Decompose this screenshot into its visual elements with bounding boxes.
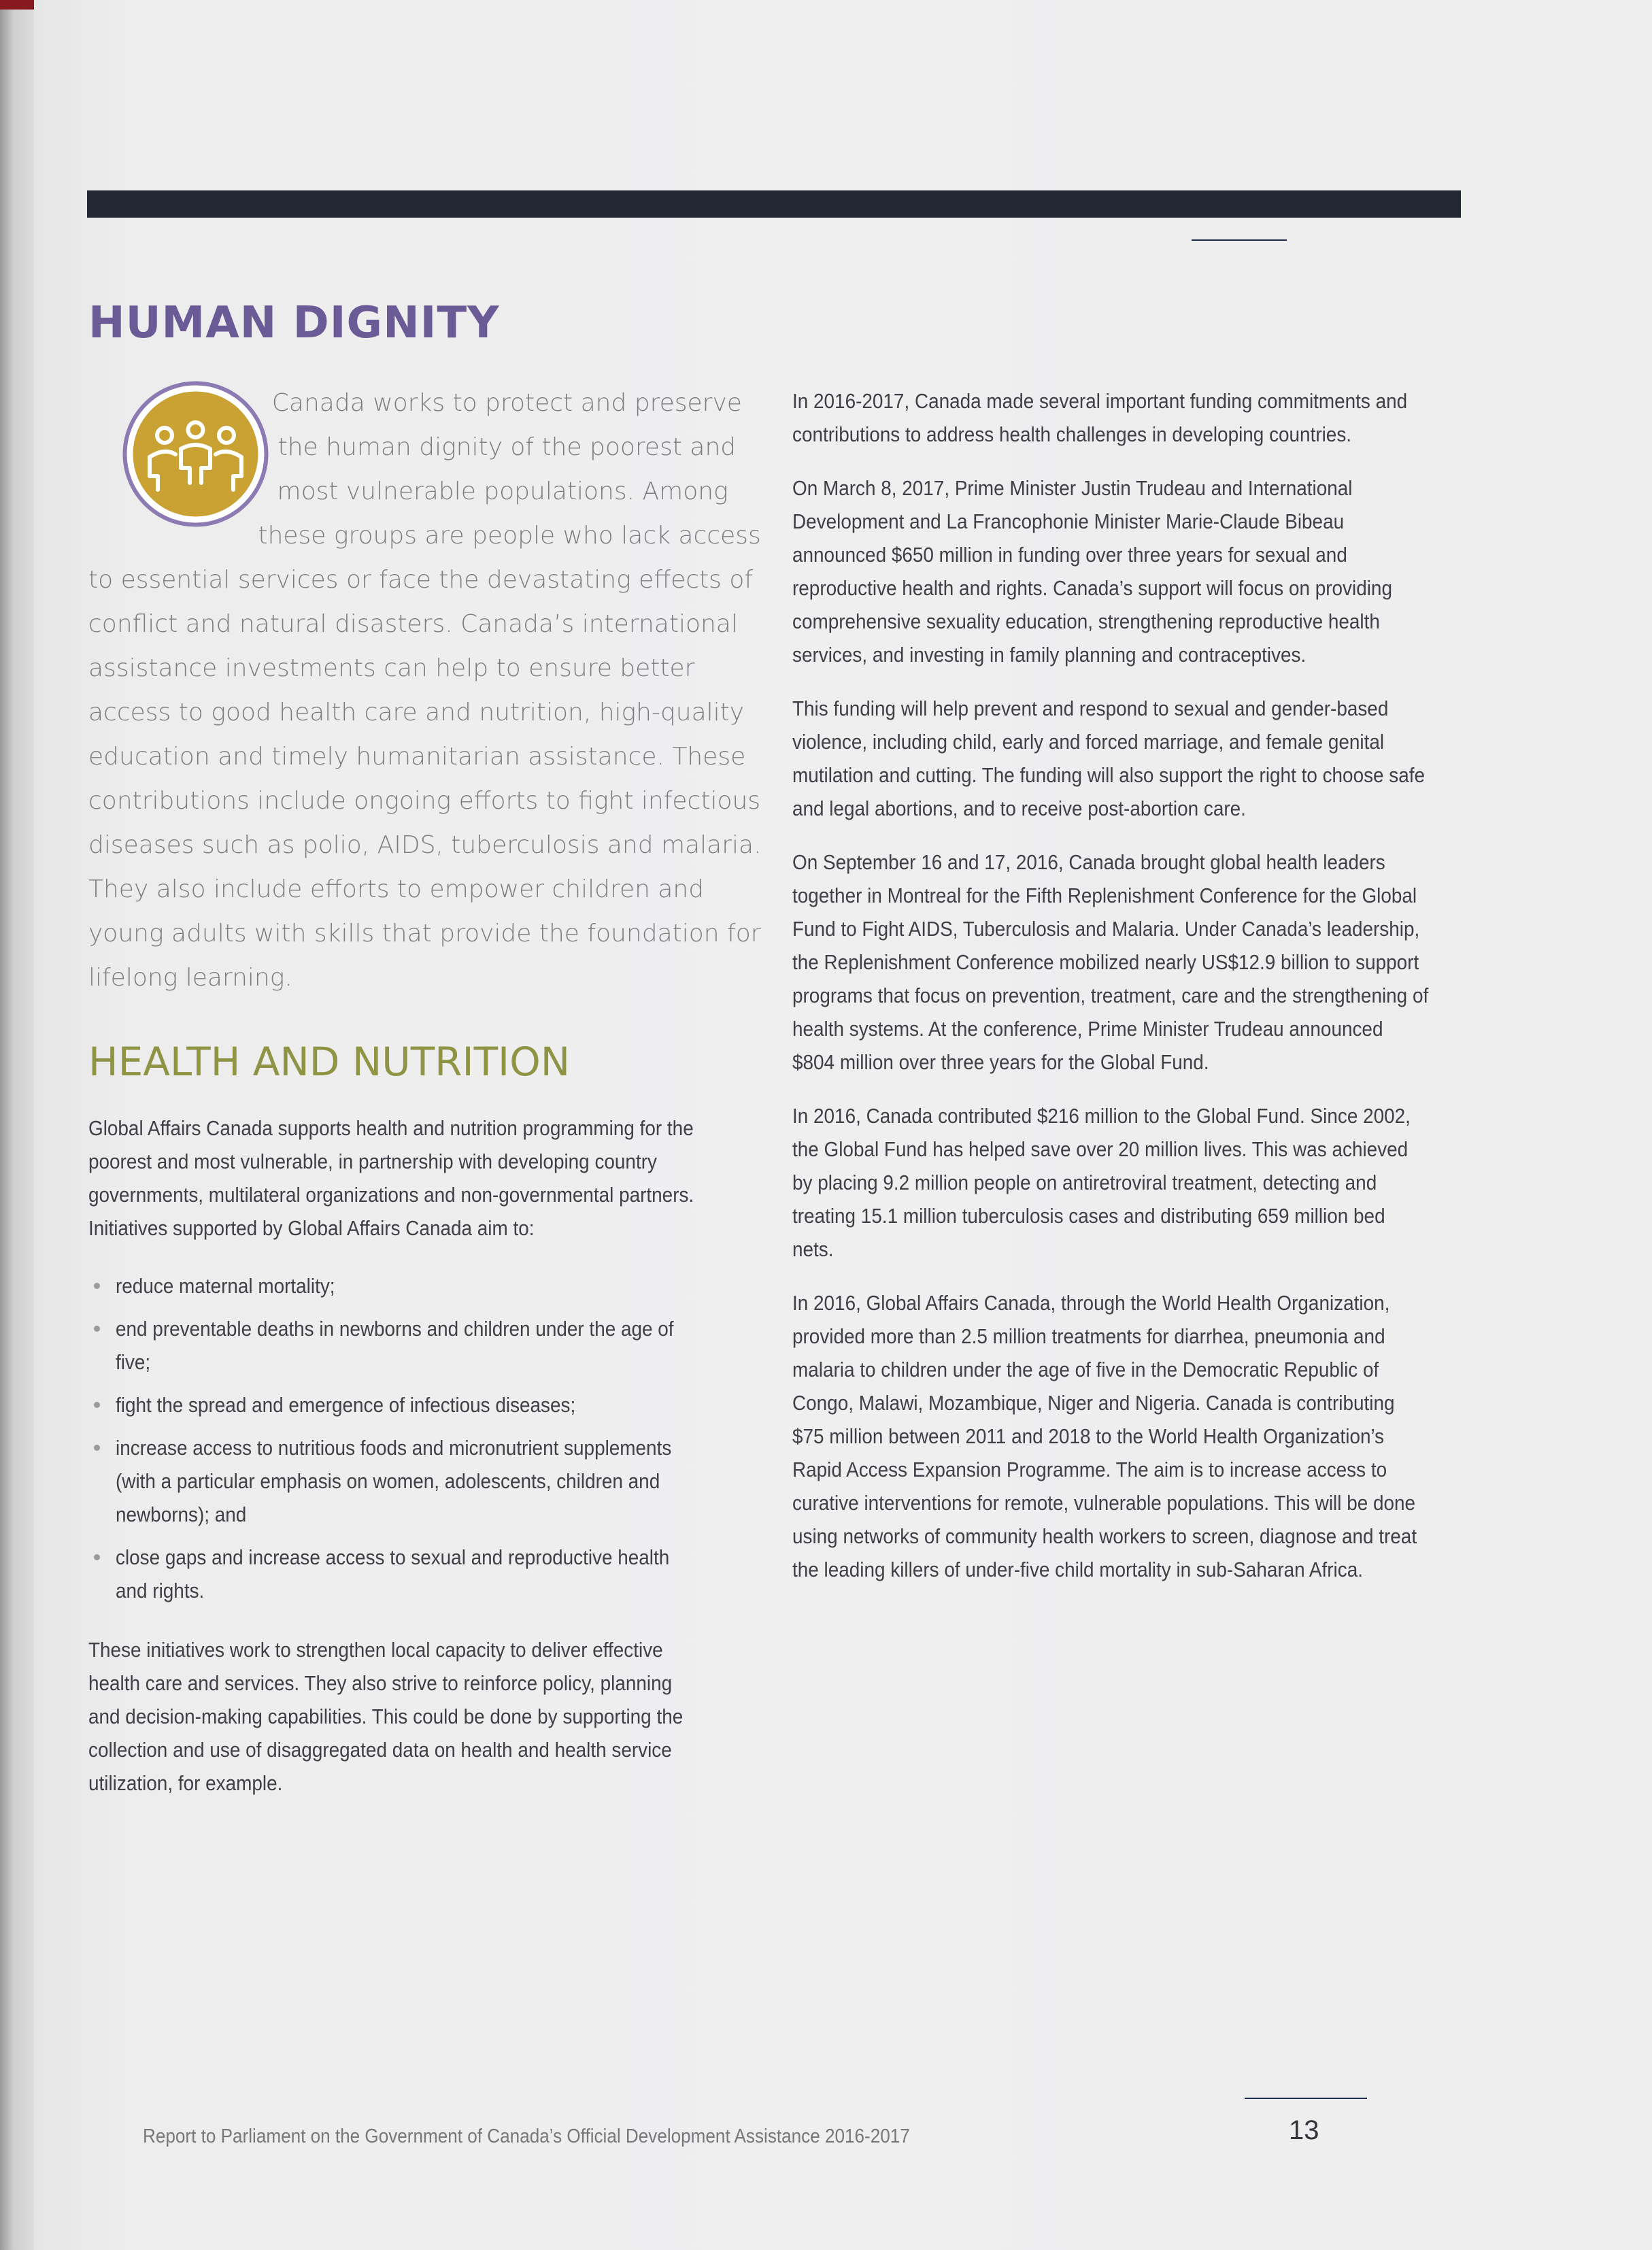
paragraph: On September 16 and 17, 2016, Canada brought global health leaders together in Montreal for the Fifth Replenishment Conference for the Global Fund to Fight AIDS, Tuberculosis and Malaria. Under Canada’s leadership, the Replenishment Conference mobilized nearly US$12.9 billion to support programs that focus on prevention, treatment, care and the strengthening of health systems. At the conference, Prime Minister Trudeau announced $804 million over three years for the Global Fund. xyxy=(792,850,1429,1074)
intro-block xyxy=(88,381,769,1000)
section-heading-human-dignity: HUMAN DIGNITY xyxy=(88,298,500,348)
paragraph: In 2016-2017, Canada made several important funding commitments and contributions to address health challenges in developing countries. xyxy=(792,389,1408,446)
list-item: fight the spread and emergence of infectious diseases; xyxy=(88,1388,769,1422)
paragraph: On March 8, 2017, Prime Minister Justin Trudeau and International Development and La Francophonie Minister Marie-Claude Bibeau announced $650 million in funding over three years for sexual and reproductive health and rights. Canada’s support will focus on providing comprehensive sexuality education, strengthening reproductive health services, and investing in family planning and contraceptives. xyxy=(792,476,1392,667)
health-closing-paragraph: These initiatives work to strengthen local capacity to deliver effective health care and services. They also strive to reinforce policy, planning and decision-making capabilities. This could be done by supporting the collection and use of disaggregated data on health and health service utilization, for example. xyxy=(88,1638,684,1796)
paragraph: This funding will help prevent and respond to sexual and gender-based violence, including child, early and forced marriage, and female genital mutilation and cutting. The funding will also support the right to choose safe and legal abortions, and to receive post-abortion care. xyxy=(792,696,1426,820)
section-heading-health-nutrition: HEALTH AND NUTRITION xyxy=(88,1039,571,1086)
document-page xyxy=(34,0,1652,2250)
header-bar xyxy=(87,190,1461,218)
footer-text: Report to Parliament on the Government of Canada’s Official Development Assistance 2016-2017 xyxy=(143,2126,910,2147)
health-intro-paragraph: Global Affairs Canada supports health and nutrition programming for the poorest and most vulnerable, in partnership with developing country governments, multilateral organizations and non-governmental partners. Initiatives supported by Global Affairs Canada aim to: xyxy=(88,1116,694,1241)
people-group-icon xyxy=(122,381,269,527)
paragraph: In 2016, Canada contributed $216 million to the Global Fund. Since 2002, the Global Fund has helped save over 20 million lives. This was achieved by placing 9.2 million people on antiretroviral treatment, detecting and treating 15.1 million tuberculosis cases and distributing 659 million bed nets. xyxy=(792,1104,1411,1261)
list-item: close gaps and increase access to sexual and reproductive health and rights. xyxy=(88,1541,769,1607)
intro-paragraph: Canada works to protect and preserve the human dignity of the poorest and most vulnerable populations. Among these groups are people who lack access to essential services or face the devastating effects of conflict and natural disasters. Canada’s international assistance investments can help to ensure better access to good health care and nutrition, high-quality education and timely humanitarian assistance. These contributions include ongoing efforts to fight infectious diseases such as polio, AIDS, tuberculosis and malaria. They also include efforts to empower children and young adults with skills that provide the foundation for lifelong learning. xyxy=(88,389,762,992)
list-item: end preventable deaths in newborns and children under the age of five; xyxy=(88,1312,769,1379)
paragraph: In 2016, Global Affairs Canada, through the World Health Organization, provided more than 2.5 million treatments for diarrhea, pneumonia and malaria to children under the age of five in the Democratic Republic of Congo, Malawi, Mozambique, Niger and Nigeria. Canada is contributing $75 million between 2011 and 2018 to the World Health Organization’s Rapid Access Expansion Programme. The aim is to increase access to curative interventions for remote, vulnerable populations. This will be done using networks of community health workers to screen, diagnose and treat the leading killers of under-five child mortality in sub-Saharan Africa. xyxy=(792,1291,1417,1581)
book-spine-shadow xyxy=(0,0,34,2250)
footer-rule xyxy=(1245,2098,1367,2099)
left-column xyxy=(88,299,769,1800)
page-number: 13 xyxy=(1289,2115,1319,2145)
aims-list xyxy=(88,1269,769,1607)
list-item: reduce maternal mortality; xyxy=(88,1269,769,1303)
header-rule xyxy=(1192,239,1287,241)
list-item: increase access to nutritious foods and micronutrient supplements (with a particular emphasis on women, adolescents, children and newborns); and xyxy=(88,1431,769,1531)
right-column xyxy=(792,384,1500,1586)
